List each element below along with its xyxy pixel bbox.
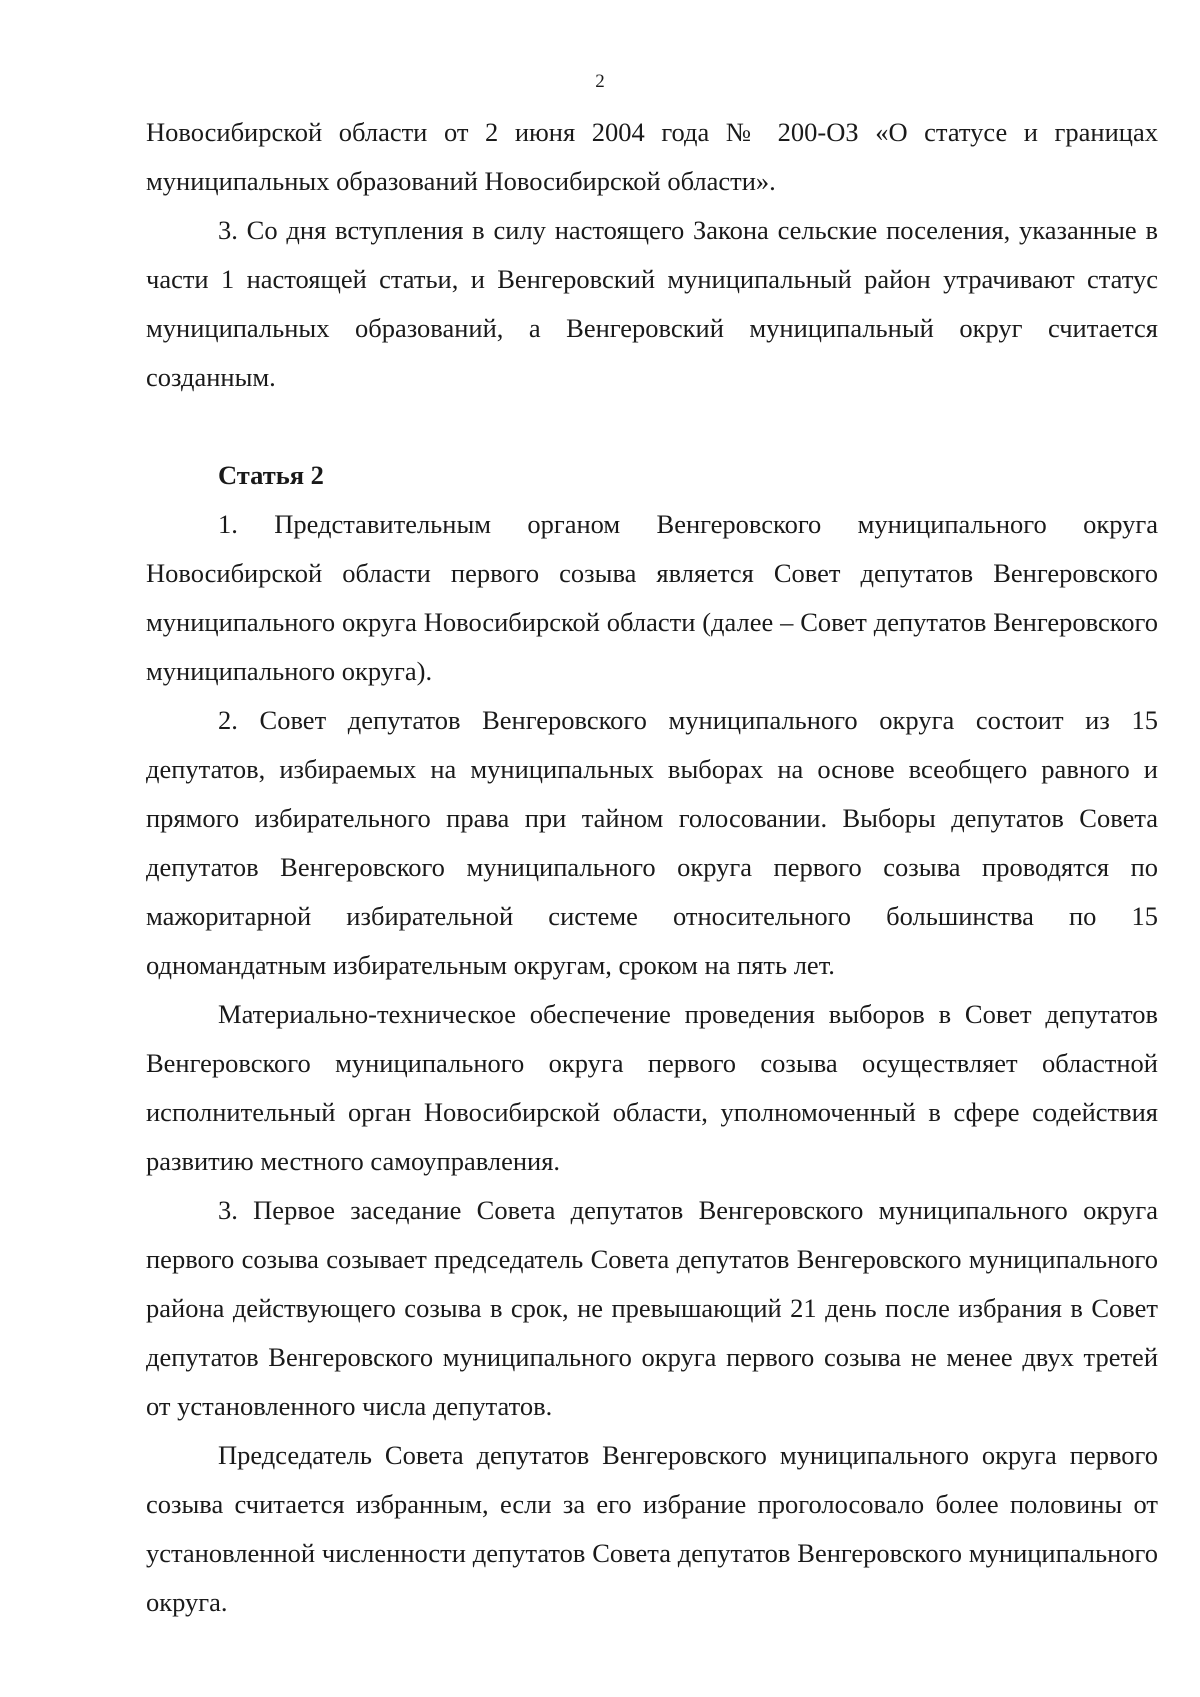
paragraph-article2-chairman: Председатель Совета депутатов Венгеровского муниципального округа первого созыва считается избранным, если за его избрание проголосовало более половины от установленной численности депутатов Совета депутатов Венгеровского муниципального округа. [146,1440,1158,1617]
paragraph-article2-part2: 2. Совет депутатов Венгеровского муниципального округа состоит из 15 депутатов, избираемых на муниципальных выборах на основе всеобщего равного и прямого избирательного права при тайном голосовании. Выборы депутатов Совета депутатов Венгеровского муниципального округа первого созыва проводятся по мажоритарной избирательной системе относительного большинства по 15 одномандатным избирательным округам, сроком на пять лет. [146,705,1158,980]
document-body [146,108,1158,1627]
paragraph-article2-part1: 1. Представительным органом Венгеровского муниципального округа Новосибирской области первого созыва является Совет депутатов Венгеровского муниципального округа Новосибирской области (далее – Совет депутатов Венгеровского муниципального округа). [146,509,1158,686]
paragraph-article2-logistics: Материально-техническое обеспечение проведения выборов в Совет депутатов Венгеровского муниципального округа первого созыва осуществляет областной исполнительный орган Новосибирской области, уполномоченный в сфере содействия развитию местного самоуправления. [146,999,1158,1176]
paragraph-continuation: Новосибирской области от 2 июня 2004 года № 200-ОЗ «О статусе и границах муниципальных образований Новосибирской области». [146,117,1158,196]
article-heading: Статья 2 [218,460,324,490]
paragraph-article2-part3: 3. Первое заседание Совета депутатов Венгеровского муниципального округа первого созыва созывает председатель Совета депутатов Венгеровского муниципального района действующего созыва в срок, не превышающий 21 день после избрания в Совет депутатов Венгеровского муниципального округа первого созыва не менее двух третей от установленного числа депутатов. [146,1195,1158,1421]
paragraph-article1-part3: 3. Со дня вступления в силу настоящего Закона сельские поселения, указанные в части 1 настоящей статьи, и Венгеровский муниципальный район утрачивают статус муниципальных образований, а Венгеровский муниципальный округ считается созданным. [146,215,1158,392]
page-number: 2 [595,71,605,92]
